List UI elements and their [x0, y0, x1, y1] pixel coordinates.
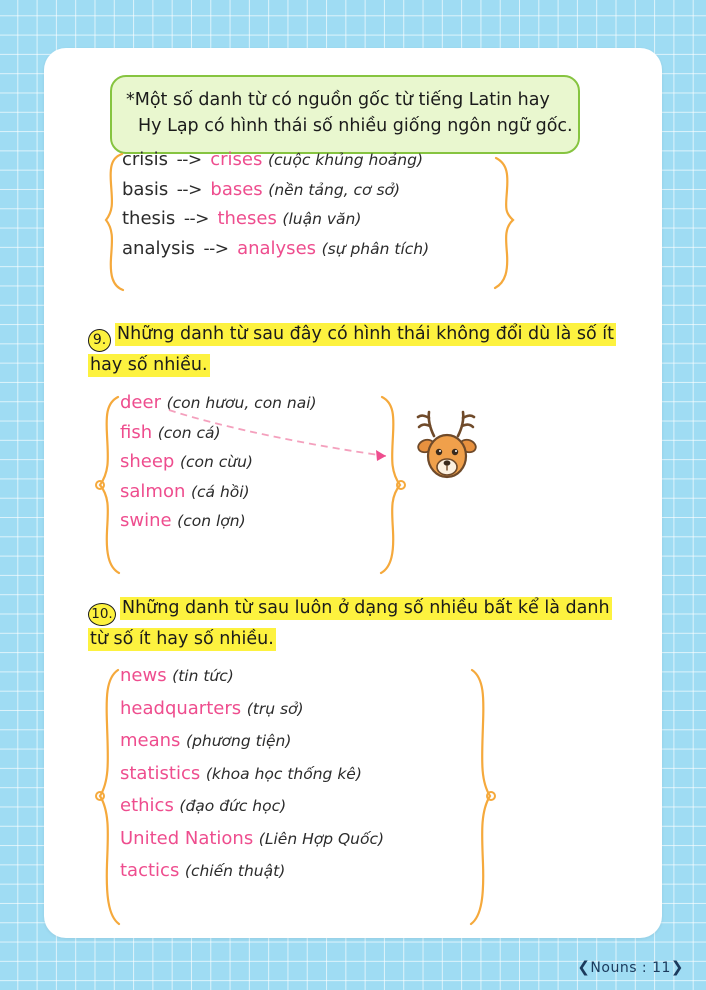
noun-gloss: (con cừu)	[179, 453, 253, 471]
note-line-2: Hy Lạp có hình thái số nhiều giống ngôn ngữ gốc.	[138, 116, 573, 137]
arrow-symbol: -->	[203, 238, 229, 259]
rule-number-badge: 10.	[88, 603, 116, 626]
list-item	[120, 827, 385, 849]
word-singular: analysis	[122, 237, 195, 259]
noun-word: news	[120, 665, 167, 686]
word-gloss: (luận văn)	[282, 210, 362, 228]
list-item	[120, 667, 384, 686]
word-singular: basis	[122, 178, 169, 200]
rule-10-line-2	[88, 628, 612, 652]
rule-10-line-1	[88, 597, 612, 626]
list-item	[120, 862, 384, 881]
rule-10-text-2: từ số ít hay số nhiều.	[90, 629, 274, 649]
note-line-1	[126, 87, 564, 113]
rule-9-line-2	[88, 354, 616, 378]
list-item	[122, 210, 429, 229]
noun-gloss: (con hươu, con nai)	[166, 394, 317, 412]
noun-gloss: (tin tức)	[172, 667, 234, 685]
arrow-symbol: -->	[183, 209, 209, 229]
noun-gloss: (phương tiện)	[186, 732, 292, 750]
rule-9-heading	[88, 323, 616, 380]
noun-word: fish	[120, 421, 153, 443]
noun-word: salmon	[120, 480, 186, 502]
chevron-right-icon: ❯	[670, 958, 684, 976]
rule-10-text-1: Những danh từ sau luôn ở dạng số nhiều bất kể là danh	[122, 598, 610, 618]
arrow-symbol: -->	[176, 179, 202, 200]
list-item	[122, 237, 430, 259]
plural-only-nouns-list	[98, 664, 384, 881]
word-singular: thesis	[122, 208, 176, 229]
noun-gloss: (con lợn)	[177, 512, 246, 530]
noun-word: means	[120, 730, 181, 751]
latin-plurals-list	[104, 148, 429, 258]
chevron-left-icon: ❮	[577, 958, 591, 976]
list-item	[120, 512, 317, 531]
noun-gloss: (trụ sở)	[246, 699, 304, 718]
rule-9-text-2: hay số nhiều.	[90, 355, 208, 375]
word-plural: crises	[210, 149, 263, 170]
list-item	[120, 421, 317, 443]
noun-gloss: (Liên Hợp Quốc)	[258, 829, 385, 848]
note-box	[110, 75, 580, 154]
list-item	[120, 732, 384, 751]
word-gloss: (sự phân tích)	[321, 239, 430, 258]
content-card	[44, 48, 662, 938]
noun-word: deer	[120, 392, 161, 413]
noun-gloss: (con cá)	[157, 423, 221, 442]
rule-9-text-1: Những danh từ sau đây có hình thái không đổi dù là số ít	[117, 324, 615, 344]
word-plural: analyses	[237, 237, 317, 259]
rule-number-badge: 9.	[88, 329, 111, 352]
invariable-nouns-list	[98, 391, 317, 531]
list-item	[120, 394, 317, 413]
noun-word: United Nations	[120, 827, 254, 849]
footer-label: Nouns : 11	[590, 960, 671, 976]
arrow-symbol: -->	[176, 150, 202, 170]
rule-9-line-1	[88, 323, 616, 352]
list-item	[122, 178, 429, 200]
noun-word: sheep	[120, 451, 175, 472]
noun-gloss: (đạo đức học)	[179, 797, 287, 815]
noun-gloss: (cá hồi)	[190, 482, 250, 501]
noun-word: tactics	[120, 860, 180, 881]
list-item	[120, 480, 317, 502]
noun-word: headquarters	[120, 697, 242, 719]
page-footer	[577, 958, 684, 976]
note-text-1: Một số danh từ có nguồn gốc từ tiếng Latin hay	[134, 90, 550, 110]
list-item	[120, 797, 384, 816]
asterisk-icon: *	[126, 90, 135, 110]
word-plural: theses	[217, 208, 277, 229]
word-gloss: (nền tảng, cơ sở)	[268, 180, 401, 199]
noun-word: swine	[120, 510, 172, 531]
deer-illustration-icon	[412, 406, 484, 484]
word-plural: bases	[210, 178, 263, 200]
noun-word: ethics	[120, 795, 174, 816]
word-gloss: (cuộc khủng hoảng)	[267, 151, 424, 169]
list-item	[120, 697, 384, 719]
noun-gloss: (chiến thuật)	[184, 862, 286, 880]
word-singular: crisis	[122, 149, 169, 170]
rule-10-heading	[88, 597, 612, 654]
noun-gloss: (khoa học thống kê)	[205, 764, 362, 783]
list-item	[120, 453, 317, 472]
list-item	[120, 762, 384, 784]
list-item	[122, 151, 429, 170]
noun-word: statistics	[120, 762, 201, 784]
